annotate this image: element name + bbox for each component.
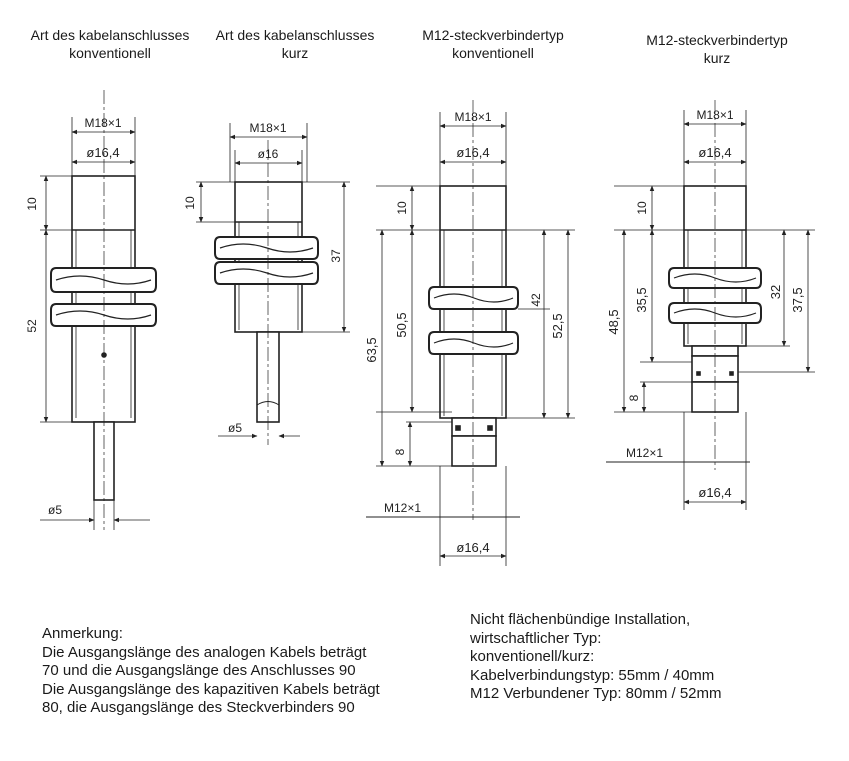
dim-thread: M18×1 <box>84 116 122 130</box>
dim-thread: M18×1 <box>454 110 492 124</box>
note-remark <box>42 625 380 718</box>
note-line: 80, die Ausgangslänge des Steckverbinders 90 <box>42 699 355 716</box>
dim-35-5: 35,5 <box>634 287 649 313</box>
dim-diameter: ø16,4 <box>698 145 732 160</box>
heading-line: M12-steckverbindertyp <box>422 27 564 43</box>
note-line: Die Ausgangslänge des analogen Kabels beträgt <box>42 643 367 661</box>
dim-10: 10 <box>395 201 409 215</box>
dim-diameter: ø16,4 <box>456 145 490 160</box>
dim-diameter: ø16,4 <box>86 145 120 160</box>
note-line: M12 Verbundener Typ: 80mm / 52mm <box>470 685 722 702</box>
dim-thread: M18×1 <box>696 108 734 122</box>
dim-42: 42 <box>529 293 543 307</box>
dim-50-5: 50,5 <box>394 312 409 338</box>
note-installation <box>470 611 722 704</box>
dim-37-5: 37,5 <box>790 287 805 313</box>
note-line: Kabelverbindungstyp: 55mm / 40mm <box>470 666 715 684</box>
dim-diameter: ø16 <box>257 147 279 161</box>
dim-10: 10 <box>635 201 649 215</box>
dim-32: 32 <box>768 284 783 300</box>
dim-37: 37 <box>329 249 343 263</box>
sensor-cable-short <box>196 123 350 445</box>
dim-m12: M12×1 <box>384 501 422 515</box>
dim-10: 10 <box>25 197 39 211</box>
dim-63-5: 63,5 <box>364 337 379 363</box>
dim-48-5: 48,5 <box>606 309 621 335</box>
heading-line: Art des kabelanschlusses <box>215 27 375 43</box>
dim-cable-dia: ø5 <box>48 503 63 517</box>
heading-line: Art des kabelanschlusses <box>30 27 190 43</box>
dim-thread: M18×1 <box>249 121 287 135</box>
note-line: 70 und die Ausgangslänge des Anschlusses 90 <box>42 662 356 679</box>
dim-52-5: 52,5 <box>550 313 565 339</box>
note-line: Anmerkung: <box>42 625 123 642</box>
heading-line: kurz <box>281 45 309 61</box>
note-line: konventionell/kurz: <box>470 648 595 665</box>
heading-line: konventionell <box>452 45 534 61</box>
dim-52: 52 <box>25 319 39 333</box>
note-line: Nicht flächenbündige Installation, <box>470 611 691 628</box>
heading-line: konventionell <box>69 45 151 61</box>
dim-8: 8 <box>393 448 407 456</box>
dim-diameter: ø16,4 <box>456 540 490 555</box>
heading-line: M12-steckverbindertyp <box>646 32 788 48</box>
heading-line: kurz <box>703 50 731 66</box>
dim-8: 8 <box>627 394 641 402</box>
dim-m12: M12×1 <box>626 446 664 460</box>
dim-cable-dia: ø5 <box>228 421 243 435</box>
dim-10: 10 <box>183 196 197 210</box>
dim-diameter: ø16,4 <box>698 485 732 500</box>
note-line: Die Ausgangslänge des kapazitiven Kabels beträgt <box>42 680 380 698</box>
note-line: wirtschaftlicher Typ: <box>470 629 602 647</box>
